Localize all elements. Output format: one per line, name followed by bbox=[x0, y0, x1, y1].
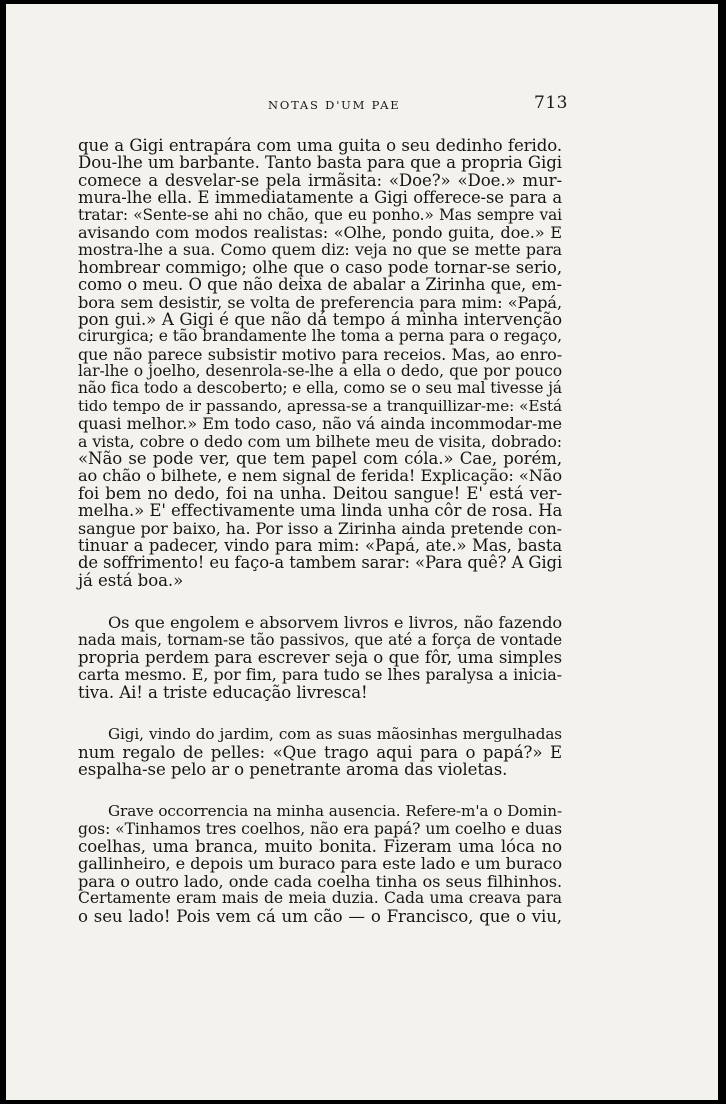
text-line: hombrear commigo; olhe que o caso pode tornar-se serio, bbox=[78, 257, 562, 277]
paragraph-gap bbox=[78, 778, 562, 803]
text-line: tido tempo de ir passando, apressa-se a tranquillizar-me: «Está bbox=[78, 396, 562, 415]
text-line: avisando com modos realistas: «Olhe, pondo guita, doe.» E bbox=[78, 222, 562, 242]
text-line: não fica todo a descoberto; e ella, como se o seu mal tivesse já bbox=[78, 379, 562, 398]
text-line: propria perdem para escrever seja o que fôr, uma simples bbox=[78, 647, 562, 667]
text-line: nada mais, tornam-se tão passivos, que até a força de vontade bbox=[78, 630, 562, 649]
text-line: mura-lhe ella. E immediatamente a Gigi offerece-se para a bbox=[78, 188, 562, 208]
text-line: para o outro lado, onde cada coelha tinha os seus filhinhos. bbox=[78, 871, 562, 891]
text-line: o seu lado! Pois vem cá um cão — o Francisco, que o viu, bbox=[78, 906, 562, 926]
text-line: como o meu. O que não deixa de abalar a Zirinha que, em- bbox=[78, 275, 562, 295]
text-line: bora sem desistir, se volta de preferencia para mim: «Papá, bbox=[78, 292, 562, 312]
text-line: mostra-lhe a sua. Como quem diz: veja no que se mette para bbox=[78, 240, 562, 260]
text-line: cirurgica; e tão brandamente lhe toma a perna para o regaço, bbox=[78, 327, 563, 346]
text-line: lar-lhe o joelho, desenrola-se-lhe a ella o dedo, que por pouco bbox=[78, 362, 562, 381]
text-line: Grave occorrencia na minha ausencia. Refere-m'a o Domin- bbox=[108, 802, 562, 821]
page-header bbox=[6, 93, 718, 123]
page-number: 713 bbox=[534, 93, 568, 113]
text-line: ao chão o bilhete, e nem signal de ferida! Explicação: «Não bbox=[78, 466, 562, 486]
text-line: num regalo de pelles: «Que trago aqui para o papá?» E bbox=[78, 742, 562, 762]
book-page bbox=[6, 4, 718, 1100]
paragraph-2 bbox=[78, 614, 562, 701]
text-line: comece a desvelar-se pela irmãsita: «Doe?» «Doe.» mur- bbox=[78, 170, 562, 190]
text-line: sangue por baixo, ha. Por isso a Zirinha ainda pretende con- bbox=[78, 518, 562, 538]
text-line: «Não se pode ver, que tem papel com cóla.» Cae, porém, bbox=[78, 449, 562, 469]
text-line: tinuar a padecer, vindo para mim: «Papá, ate.» Mas, basta bbox=[78, 535, 562, 555]
text-line: de soffrimento! eu faço-a tambem sarar: «Para quê? A Gigi bbox=[78, 553, 563, 573]
text-line: Gigi, vindo do jardim, com as suas mãosinhas mergulhadas bbox=[108, 725, 562, 744]
paragraph-1 bbox=[78, 137, 562, 589]
running-head: NOTAS D'UM PAE bbox=[268, 98, 401, 112]
text-line: coelhas, uma branca, muito bonita. Fizeram uma lóca no bbox=[78, 837, 562, 857]
text-line: gos: «Tinhamos tres coelhos, não era papá? um coelho e duas bbox=[78, 819, 562, 838]
text-line: Certamente eram mais de meia duzia. Cada uma creava para bbox=[78, 889, 562, 908]
text-line: foi bem no dedo, foi na unha. Deitou sangue! E' está ver- bbox=[78, 483, 562, 503]
paragraph-gap bbox=[78, 589, 562, 614]
text-line: carta mesmo. E, por fim, para tudo se lhes paralysa a inicia- bbox=[78, 665, 562, 685]
text-line: a vista, cobre o dedo com um bilhete meu de visita, dobrado: bbox=[78, 431, 562, 451]
text-line: melha.» E' effectivamente uma linda unha côr de rosa. Ha bbox=[78, 501, 563, 521]
text-line: tratar: «Sente-se ahi no chão, que eu ponho.» Mas sempre vai bbox=[78, 205, 562, 224]
text-line: gallinheiro, e depois um buraco para este lado e um buraco bbox=[78, 854, 562, 874]
text-line: pon gui.» A Gigi é que não dá tempo á minha intervenção bbox=[78, 309, 562, 329]
page-body bbox=[78, 137, 562, 925]
text-line: quasi melhor.» Em todo caso, não vá ainda incommodar-me bbox=[78, 414, 562, 434]
text-line: Dou-lhe um barbante. Tanto basta para que a propria Gigi bbox=[78, 153, 562, 173]
text-line: já está boa.» bbox=[78, 570, 184, 590]
text-line: espalha-se pelo ar o penetrante aroma das violetas. bbox=[78, 759, 508, 779]
text-line: Os que engolem e absorvem livros e livros, não fazendo bbox=[108, 613, 562, 633]
text-line: que não parece subsistir motivo para receios. Mas, ao enro- bbox=[78, 344, 562, 364]
text-line: tiva. Ai! a triste educação livresca! bbox=[78, 682, 368, 702]
paragraph-4 bbox=[78, 803, 562, 925]
paragraph-3 bbox=[78, 726, 562, 778]
paragraph-gap bbox=[78, 701, 562, 726]
text-line: que a Gigi entrapára com uma guita o seu dedinho ferido. bbox=[78, 136, 562, 155]
